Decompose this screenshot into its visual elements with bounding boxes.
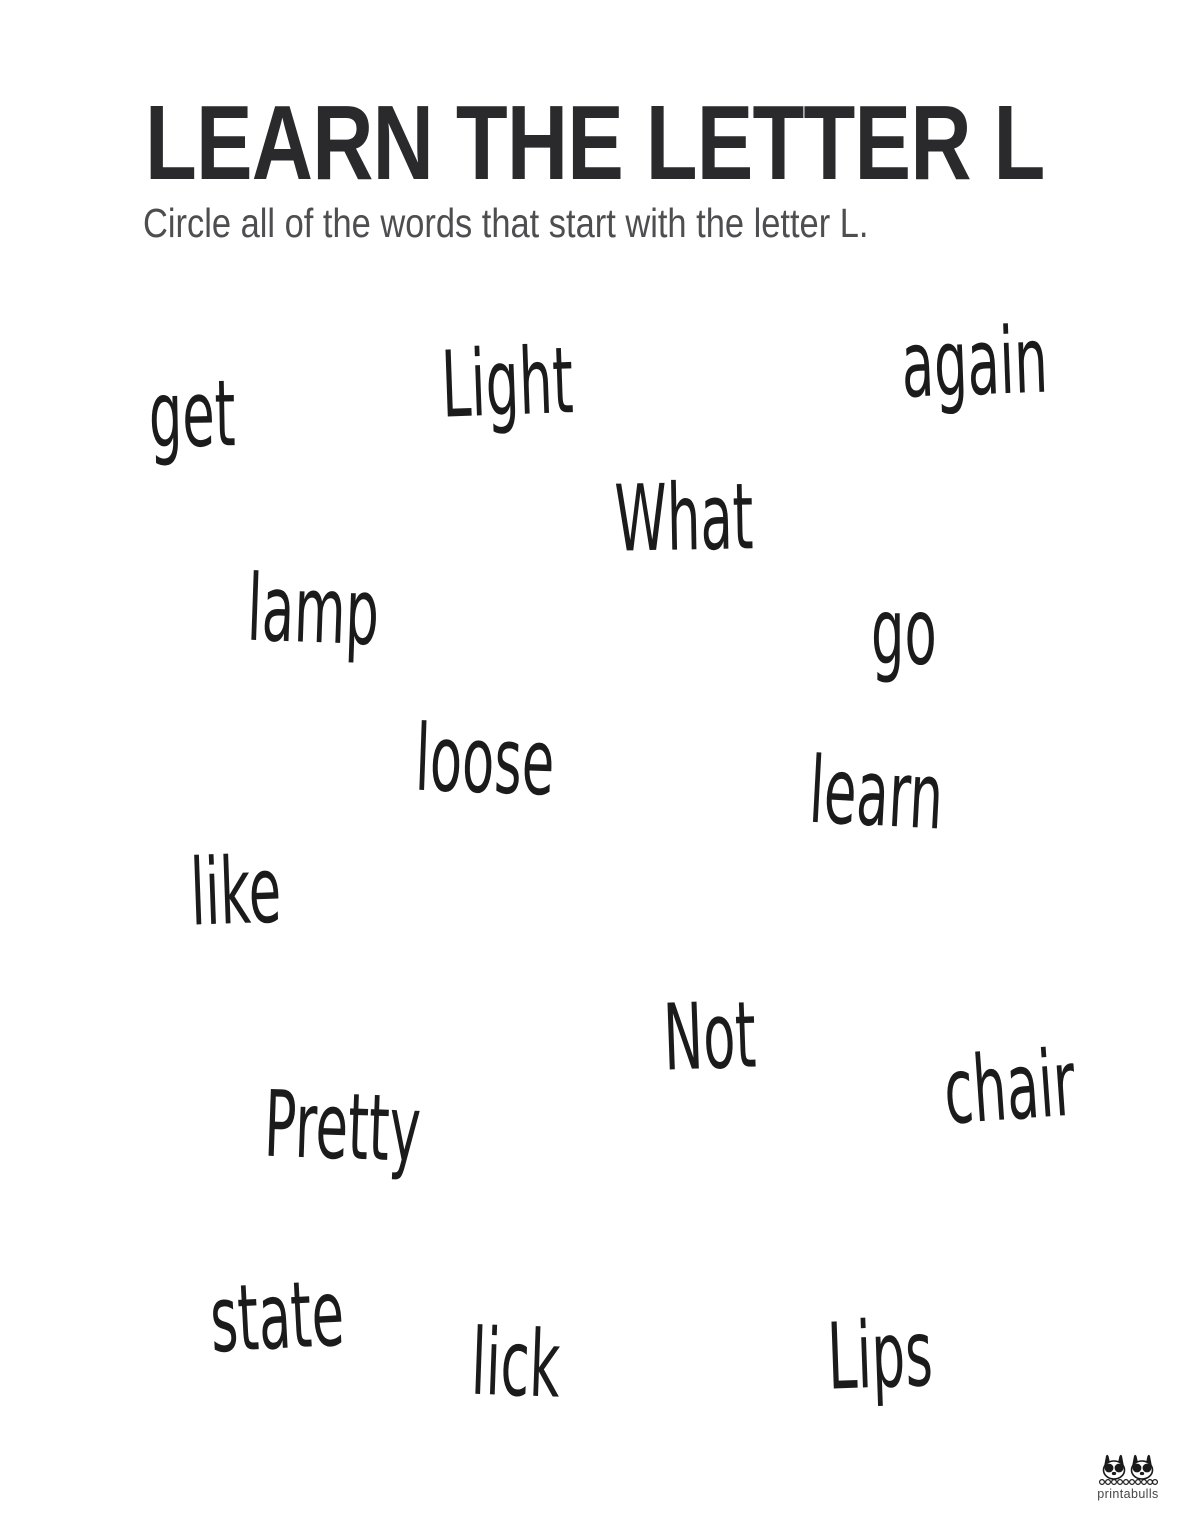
- scatter-word-what[interactable]: What: [613, 464, 755, 574]
- scatter-word-loose[interactable]: loose: [413, 705, 557, 818]
- scatter-word-lick[interactable]: lick: [469, 1309, 562, 1420]
- scatter-word-state[interactable]: state: [207, 1260, 347, 1375]
- printabulls-logo: [1086, 1453, 1170, 1501]
- scatter-word-again[interactable]: again: [899, 307, 1050, 420]
- logo-text: printabulls: [1097, 1487, 1159, 1501]
- scatter-word-lamp[interactable]: lamp: [245, 555, 381, 667]
- scatter-word-get[interactable]: get: [147, 360, 237, 470]
- page-title: LEARN THE LETTER L: [145, 84, 1045, 202]
- scatter-word-light[interactable]: Light: [439, 327, 575, 440]
- scatter-word-go[interactable]: go: [871, 579, 937, 687]
- two-bulldog-faces-icon: [1098, 1453, 1158, 1487]
- page-instructions: Circle all of the words that start with the letter L.: [143, 200, 869, 246]
- scatter-word-learn[interactable]: learn: [806, 737, 946, 852]
- scatter-word-chair[interactable]: chair: [940, 1030, 1079, 1147]
- scatter-word-pretty[interactable]: Pretty: [262, 1071, 423, 1184]
- scatter-word-not[interactable]: Not: [661, 982, 758, 1093]
- scatter-word-lips[interactable]: Lips: [825, 1300, 935, 1412]
- scatter-word-like[interactable]: like: [188, 837, 283, 948]
